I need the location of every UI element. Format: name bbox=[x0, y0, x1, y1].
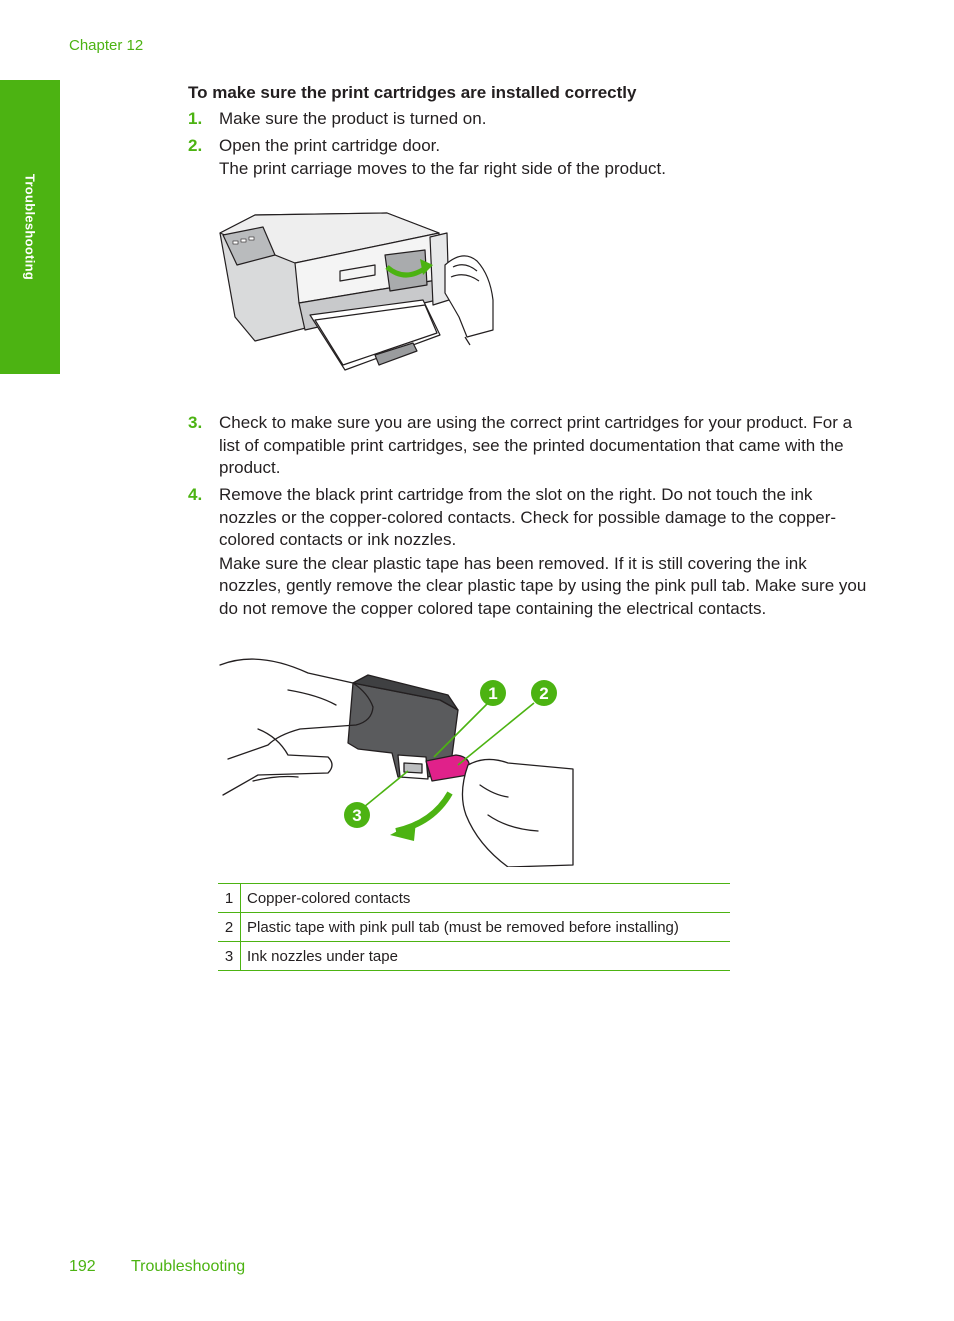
printer-illustration bbox=[215, 205, 500, 375]
callout-label: 2 bbox=[539, 684, 549, 703]
legend-text: Ink nozzles under tape bbox=[241, 942, 731, 971]
table-row bbox=[218, 913, 730, 942]
callout-3 bbox=[344, 802, 370, 828]
step-3 bbox=[188, 412, 869, 480]
step-4 bbox=[188, 484, 869, 620]
legend-text: Copper-colored contacts bbox=[241, 884, 731, 913]
legend-number: 2 bbox=[218, 913, 241, 942]
step-2 bbox=[188, 135, 869, 180]
step-number: 1. bbox=[188, 109, 203, 128]
side-tab bbox=[0, 80, 60, 374]
legend-text: Plastic tape with pink pull tab (must be removed before installing) bbox=[241, 913, 731, 942]
step-number: 2. bbox=[188, 136, 203, 155]
cartridge-illustration bbox=[218, 645, 578, 867]
table-row bbox=[218, 884, 730, 913]
page-number: 192 bbox=[69, 1258, 96, 1275]
step-number: 3. bbox=[188, 413, 203, 432]
table-row bbox=[218, 942, 730, 971]
chapter-label: Chapter 12 bbox=[69, 37, 144, 54]
footer-section: Troubleshooting bbox=[131, 1258, 246, 1275]
callout-2 bbox=[531, 680, 557, 706]
legend-number: 3 bbox=[218, 942, 241, 971]
callout-label: 1 bbox=[488, 684, 498, 703]
callout-label: 3 bbox=[352, 806, 362, 825]
side-tab-label: Troubleshooting bbox=[22, 173, 38, 281]
step-note: Make sure the clear plastic tape has been removed. If it is still covering the ink nozzles, gently remove the clear plastic tape by using the pink pull tab. Make sure you do not remove the copper colored tape containing the electrical contacts. bbox=[219, 553, 867, 618]
step-text: Make sure the product is turned on. bbox=[219, 109, 487, 128]
procedure-heading: To make sure the print cartridges are installed correctly bbox=[188, 83, 637, 102]
step-note: The print carriage moves to the far right side of the product. bbox=[219, 158, 666, 178]
legend-number: 1 bbox=[218, 884, 241, 913]
callout-1 bbox=[480, 680, 506, 706]
step-text: Check to make sure you are using the correct print cartridges for your product. For a list of compatible print cartridges, see the printed documentation that came with the product. bbox=[219, 413, 853, 477]
step-text: Open the print cartridge door. bbox=[219, 136, 441, 155]
legend-table bbox=[218, 883, 730, 971]
step-number: 4. bbox=[188, 485, 203, 504]
step-text: Remove the black print cartridge from the slot on the right. Do not touch the ink nozzles or the copper-colored contacts. Check for possible damage to the copper-colored contacts or ink nozzles. bbox=[219, 485, 837, 549]
step-1 bbox=[188, 108, 869, 131]
